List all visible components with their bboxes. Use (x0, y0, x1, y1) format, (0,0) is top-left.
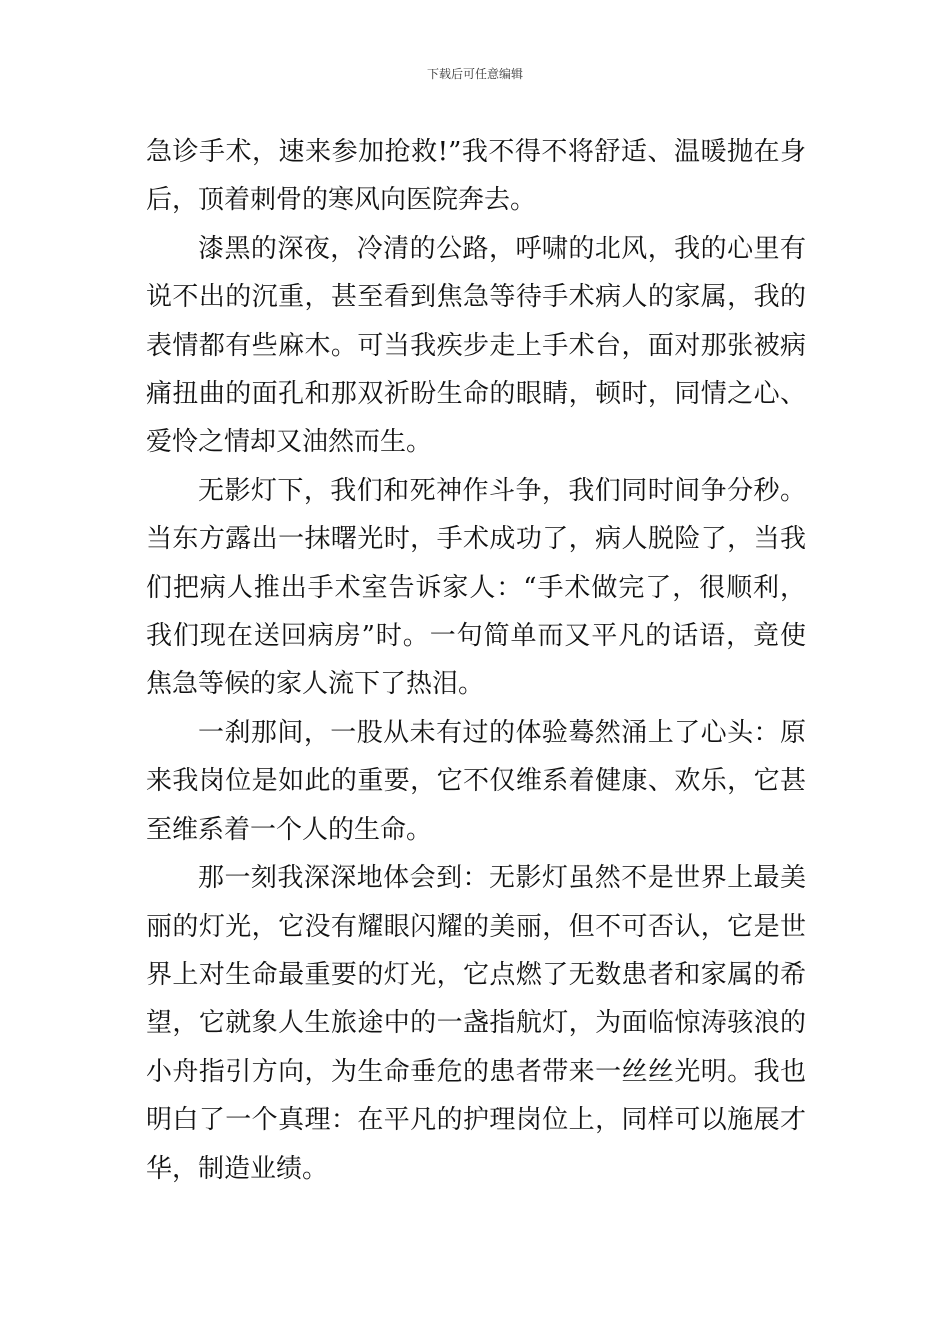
paragraph-3: 无影灯下，我们和死神作斗争，我们同时间争分秒。当东方露出一抹曙光时，手术成功了，病人脱险了，当我们把病人推出手术室告诉家人：“手术做完了，很顺利，我们现在送回病房”时。一句简单而又平凡的话语，竟使焦急等候的家人流下了热泪。 (146, 475, 806, 700)
document-body (146, 128, 806, 1193)
paragraph-5: 那一刻我深深地体会到：无影灯虽然不是世界上最美丽的灯光，它没有耀眼闪耀的美丽，但不可否认，它是世界上对生命最重要的灯光，它点燃了无数患者和家属的希望，它就象人生旅途中的一盏指航灯，为面临惊涛骇浪的小舟指引方向，为生命垂危的患者带来一丝丝光明。我也明白了一个真理：在平凡的护理岗位上，同样可以施展才华，制造业绩。 (146, 863, 806, 1184)
page-header: 下载后可任意编辑 (426, 67, 523, 81)
paragraph-2: 漆黑的深夜，冷清的公路，呼啸的北风，我的心里有说不出的沉重，甚至看到焦急等待手术病人的家属，我的表情都有些麻木。可当我疾步走上手术台，面对那张被病痛扭曲的面孔和那双祈盼生命的眼睛，顿时，同情之心、爱怜之情却又油然而生。 (146, 233, 806, 458)
paragraph-1: 急诊手术，速来参加抢救!”我不得不将舒适、温暖抛在身后，顶着刺骨的寒风向医院奔去。 (146, 137, 806, 216)
paragraph-4: 一刹那间，一股从未有过的体验蓦然涌上了心头：原来我岗位是如此的重要，它不仅维系着健康、欢乐，它甚至维系着一个人的生命。 (146, 717, 806, 845)
